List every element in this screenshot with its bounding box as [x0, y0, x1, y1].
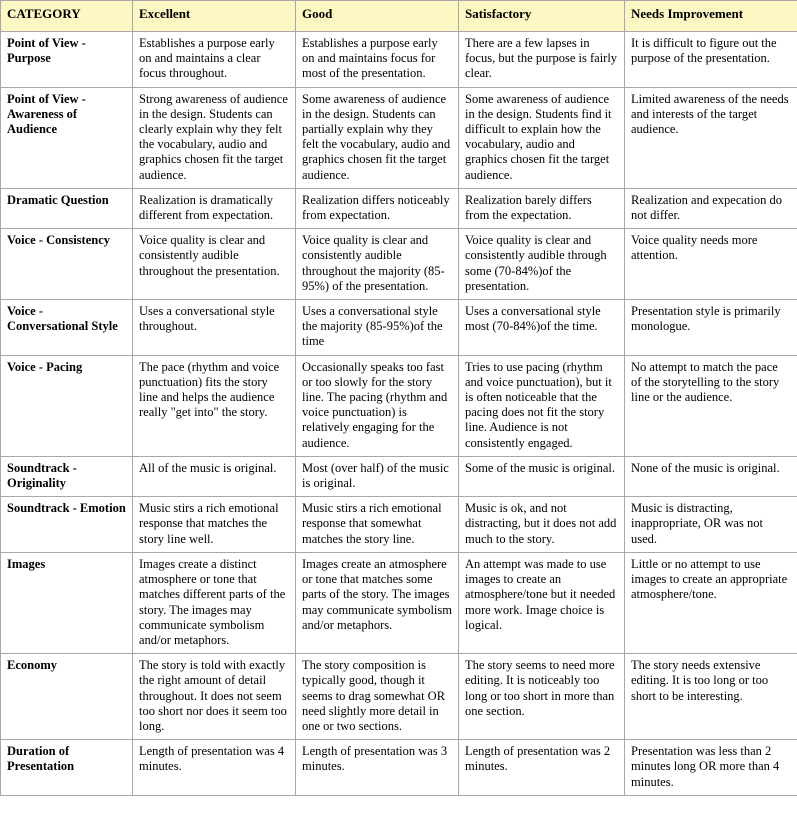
needs-improvement-cell: Presentation style is primarily monologue. — [625, 300, 797, 356]
table-row — [1, 188, 797, 228]
excellent-cell: Images create a distinct atmosphere or tone that matches different parts of the story. The images may communicate symbolism and/or metaphors. — [133, 552, 296, 653]
needs-improvement-cell: Realization and expecation do not differ. — [625, 188, 797, 228]
header-excellent: Excellent — [133, 1, 296, 32]
needs-improvement-cell: The story needs extensive editing. It is too long or too short to be interesting. — [625, 654, 797, 740]
good-cell: Some awareness of audience in the design. Students can partially explain why they felt the vocabulary, audio and graphics chosen fit the target audience. — [296, 87, 459, 188]
good-cell: Images create an atmosphere or tone that matches some parts of the story. The images may communicate symbolism and/or metaphors. — [296, 552, 459, 653]
category-cell: Voice - Conversational Style — [1, 300, 133, 356]
category-cell: Point of View - Purpose — [1, 32, 133, 88]
table-row — [1, 740, 797, 796]
excellent-cell: All of the music is original. — [133, 456, 296, 496]
table-row — [1, 497, 797, 553]
header-category: CATEGORY — [1, 1, 133, 32]
satisfactory-cell: Voice quality is clear and consistently audible through some (70-84%)of the presentation. — [459, 229, 625, 300]
header-row — [1, 1, 797, 32]
good-cell: Music stirs a rich emotional response that somewhat matches the story line. — [296, 497, 459, 553]
good-cell: Uses a conversational style the majority (85-95%)of the time — [296, 300, 459, 356]
excellent-cell: Voice quality is clear and consistently audible throughout the presentation. — [133, 229, 296, 300]
excellent-cell: Establishes a purpose early on and maintains a clear focus throughout. — [133, 32, 296, 88]
excellent-cell: Music stirs a rich emotional response that matches the story line well. — [133, 497, 296, 553]
needs-improvement-cell: Little or no attempt to use images to create an appropriate atmosphere/tone. — [625, 552, 797, 653]
table-row — [1, 300, 797, 356]
good-cell: Voice quality is clear and consistently audible throughout the majority (85-95%) of the presentation. — [296, 229, 459, 300]
satisfactory-cell: Some of the music is original. — [459, 456, 625, 496]
header-needs-improvement: Needs Improvement — [625, 1, 797, 32]
needs-improvement-cell: Presentation was less than 2 minutes long OR more than 4 minutes. — [625, 740, 797, 796]
needs-improvement-cell: It is difficult to figure out the purpose of the presentation. — [625, 32, 797, 88]
satisfactory-cell: Uses a conversational style most (70-84%)of the time. — [459, 300, 625, 356]
category-cell: Images — [1, 552, 133, 653]
table-row — [1, 355, 797, 456]
excellent-cell: The story is told with exactly the right amount of detail throughout. It does not seem too short nor does it seem too long. — [133, 654, 296, 740]
category-cell: Point of View - Awareness of Audience — [1, 87, 133, 188]
good-cell: Length of presentation was 3 minutes. — [296, 740, 459, 796]
satisfactory-cell: The story seems to need more editing. It is noticeably too long or too short in more than one section. — [459, 654, 625, 740]
table-row — [1, 552, 797, 653]
excellent-cell: Uses a conversational style throughout. — [133, 300, 296, 356]
category-cell: Voice - Pacing — [1, 355, 133, 456]
header-satisfactory: Satisfactory — [459, 1, 625, 32]
table-row — [1, 654, 797, 740]
table-row — [1, 32, 797, 88]
excellent-cell: Realization is dramatically different from expectation. — [133, 188, 296, 228]
table-row — [1, 456, 797, 496]
category-cell: Dramatic Question — [1, 188, 133, 228]
satisfactory-cell: Music is ok, and not distracting, but it does not add much to the story. — [459, 497, 625, 553]
satisfactory-cell: Tries to use pacing (rhythm and voice punctuation), but it is often noticeable that the pacing does not fit the story line. Audience is not consistently engaged. — [459, 355, 625, 456]
header-good: Good — [296, 1, 459, 32]
good-cell: Realization differs noticeably from expectation. — [296, 188, 459, 228]
good-cell: The story composition is typically good, though it seems to drag somewhat OR need slightly more detail in one or two sections. — [296, 654, 459, 740]
good-cell: Occasionally speaks too fast or too slowly for the story line. The pacing (rhythm and voice punctuation) is relatively engaging for the audience. — [296, 355, 459, 456]
category-cell: Soundtrack - Emotion — [1, 497, 133, 553]
category-cell: Duration of Presentation — [1, 740, 133, 796]
needs-improvement-cell: Limited awareness of the needs and interests of the target audience. — [625, 87, 797, 188]
excellent-cell: The pace (rhythm and voice punctuation) fits the story line and helps the audience really "get into" the story. — [133, 355, 296, 456]
category-cell: Economy — [1, 654, 133, 740]
table-row — [1, 229, 797, 300]
category-cell: Voice - Consistency — [1, 229, 133, 300]
category-cell: Soundtrack - Originality — [1, 456, 133, 496]
excellent-cell: Length of presentation was 4 minutes. — [133, 740, 296, 796]
good-cell: Most (over half) of the music is original. — [296, 456, 459, 496]
satisfactory-cell: An attempt was made to use images to create an atmosphere/tone but it needed more work. Image choice is logical. — [459, 552, 625, 653]
needs-improvement-cell: None of the music is original. — [625, 456, 797, 496]
satisfactory-cell: Some awareness of audience in the design. Students find it difficult to explain how the vocabulary, audio and graphics chosen fit the target audience. — [459, 87, 625, 188]
satisfactory-cell: Realization barely differs from the expectation. — [459, 188, 625, 228]
good-cell: Establishes a purpose early on and maintains focus for most of the presentation. — [296, 32, 459, 88]
excellent-cell: Strong awareness of audience in the design. Students can clearly explain why they felt the vocabulary, audio and graphics chosen fit the target audience. — [133, 87, 296, 188]
needs-improvement-cell: No attempt to match the pace of the storytelling to the story line or the audience. — [625, 355, 797, 456]
needs-improvement-cell: Voice quality needs more attention. — [625, 229, 797, 300]
needs-improvement-cell: Music is distracting, inappropriate, OR was not used. — [625, 497, 797, 553]
satisfactory-cell: Length of presentation was 2 minutes. — [459, 740, 625, 796]
table-row — [1, 87, 797, 188]
satisfactory-cell: There are a few lapses in focus, but the purpose is fairly clear. — [459, 32, 625, 88]
